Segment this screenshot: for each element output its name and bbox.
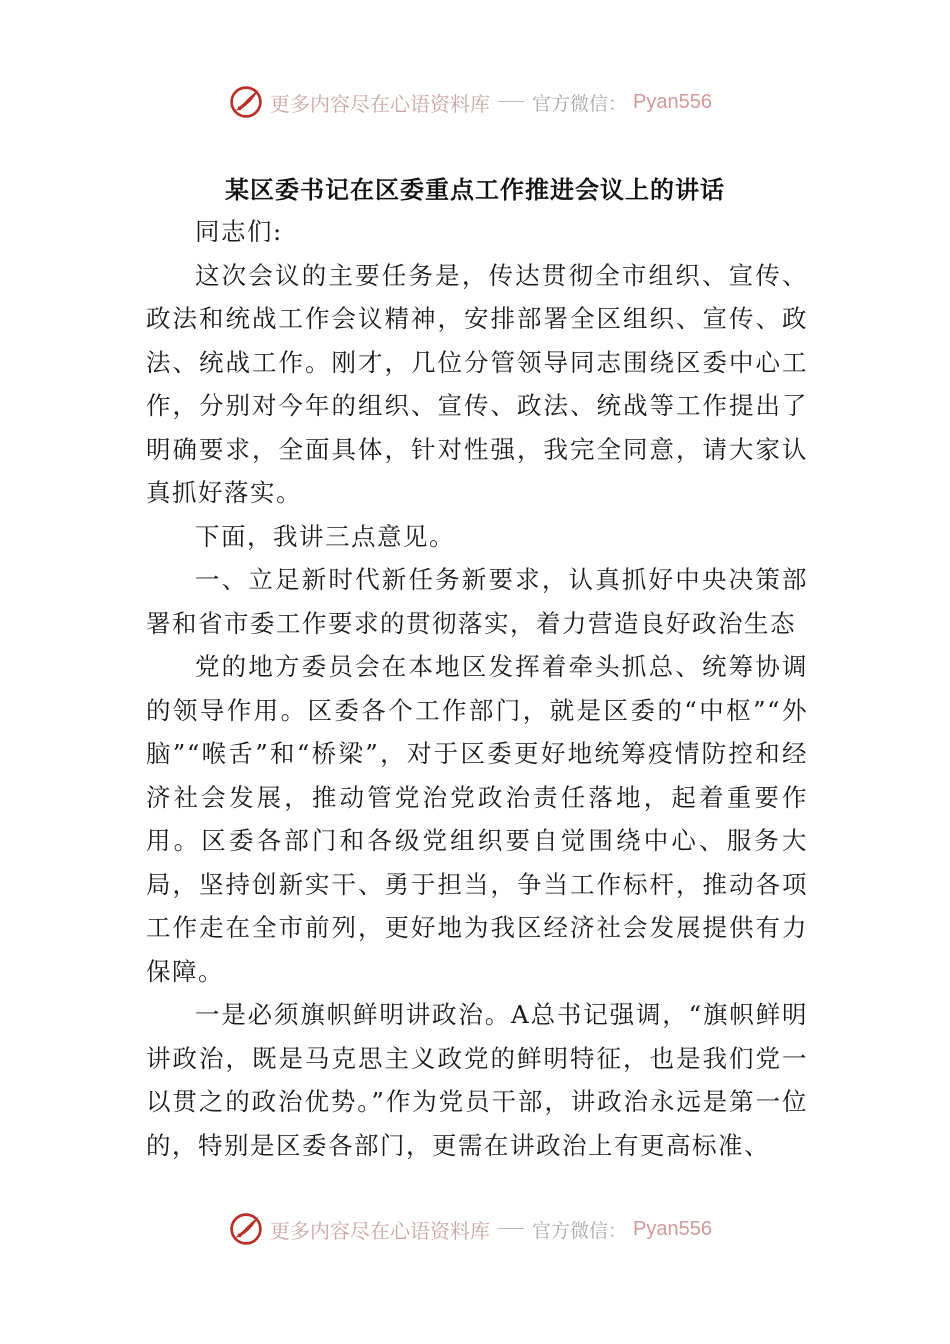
watermark-dash [498, 1228, 524, 1229]
watermark-wechat-label: 官方微信： [532, 92, 628, 115]
watermark-brand-text: 更多内容尽在心语资料库 [270, 1218, 490, 1243]
watermark-wechat-id: Pyan556 [633, 90, 712, 113]
paragraph: 一是必须旗帜鲜明讲政治。A总书记强调，“旗帜鲜明讲政治，既是马克思主义政党的鲜明特征，也是我们党一以贯之的政治优势。”作为党员干部，讲政治永远是第一位的，特别是区委各部门，更需在讲政治上有更高标准、 [146, 1000, 808, 1160]
watermark-wechat-id: Pyan556 [633, 1217, 712, 1240]
paragraph: 下面，我讲三点意见。 [195, 521, 455, 551]
watermark-brand-text: 更多内容尽在心语资料库 [270, 91, 490, 116]
document-title: 某区委书记在区委重点工作推进会议上的讲话 [225, 176, 725, 204]
section-heading: 一、立足新时代新任务新要求，认真抓好中央决策部署和省市委工作要求的贯彻落实，着力营造良好政治生态 [146, 565, 808, 638]
quill-logo-icon [228, 84, 264, 120]
watermark-wechat-label: 官方微信： [532, 1219, 628, 1242]
paragraph: 这次会议的主要任务是，传达贯彻全市组织、宣传、政法和统战工作会议精神，安排部署全区组织、宣传、政法、统战工作。刚才，几位分管领导同志围绕区委中心工作，分别对今年的组织、宣传、政法、统战等工作提出了明确要求，全面具体，针对性强，我完全同意，请大家认真抓好落实。 [146, 260, 808, 507]
watermark-footer [228, 1209, 712, 1249]
paragraph-greeting: 同志们: [195, 217, 283, 246]
paragraph: 党的地方委员会在本地区发挥着牵头抓总、统筹协调的领导作用。区委各个工作部门，就是区委的“中枢”“外脑”“喉舌”和“桥梁”，对于区委更好地统筹疫情防控和经济社会发展，推动管党治党政治责任落地，起着重要作用。区委各部门和各级党组织要自觉围绕中心、服务大局，坚持创新实干、勇于担当，争当工作标杆，推动各项工作走在全市前列，更好地为我区经济社会发展提供有力保障。 [146, 652, 808, 986]
quill-logo-icon [228, 1211, 264, 1247]
watermark-dash [498, 101, 524, 102]
watermark-header [228, 82, 712, 122]
document-body [146, 210, 808, 1167]
